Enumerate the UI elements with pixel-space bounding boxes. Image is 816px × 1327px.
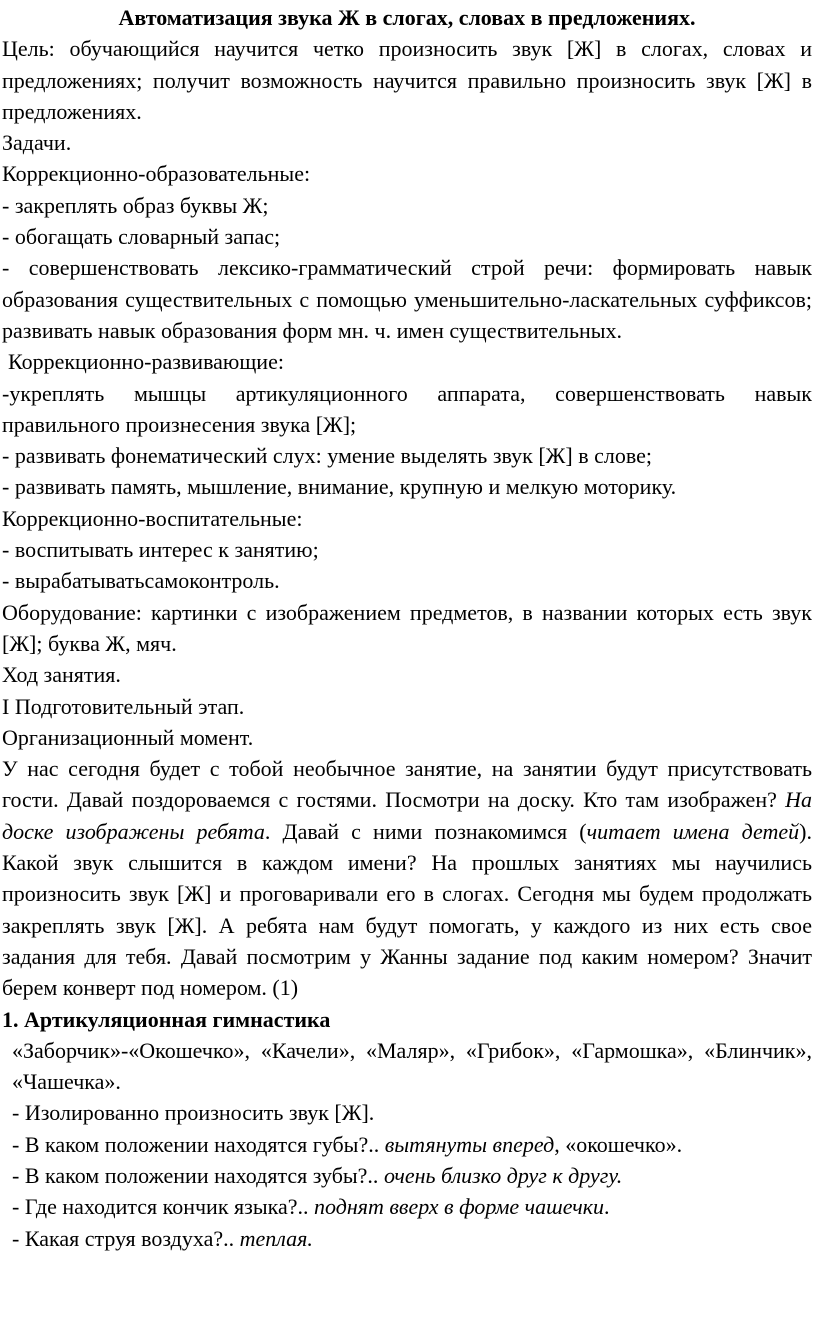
goal-paragraph: Цель: обучающийся научится четко произносить звук [Ж] в слогах, словах и предложениях; получит возможность научится правильно произносить звук [Ж] в предложениях.	[2, 36, 812, 124]
answer-text: теплая.	[239, 1225, 313, 1251]
question-text: - В каком положении находятся зубы?..	[12, 1162, 384, 1188]
question-text: - Где находится кончик языка?..	[12, 1194, 314, 1220]
document-title: Автоматизация звука Ж в слогах, словах в предложениях.	[118, 5, 696, 30]
answer-text: очень близко друг к другу.	[383, 1162, 623, 1188]
task-item: - вырабатыватьсамоконтроль.	[2, 568, 280, 594]
answer-text: вытянуты вперед	[384, 1131, 555, 1157]
exercise-list: «Заборчик»-«Окошечко», «Качели», «Маляр», «Грибок», «Гармошка», «Блинчик», «Чашечка».	[12, 1037, 812, 1095]
lesson-progress-heading: Ход занятия.	[2, 662, 121, 688]
question-item: - Изолированно произносить звук [Ж].	[12, 1100, 375, 1126]
equipment-paragraph: Оборудование: картинки с изображением предметов, в названии которых есть звук [Ж]; буква Ж, мяч.	[2, 599, 812, 656]
answer-text: поднят вверх в форме чашечки	[314, 1194, 605, 1220]
tasks-heading: Задачи.	[2, 130, 72, 156]
stage-heading: I Подготовительный этап.	[2, 693, 245, 719]
task-item: - совершенствовать лексико-грамматический строй речи: формировать навык образования существительных с помощью уменьшительно-ласкательных суффиксов; развивать навык образования форм мн. ч. имен существительных.	[2, 255, 812, 343]
question-item	[2, 1129, 812, 1160]
question-tail: .	[604, 1194, 610, 1220]
task-item: - развивать фонематический слух: умение выделять звук [Ж] в слове;	[2, 443, 652, 469]
intro-italic-2: читает имена детей	[586, 818, 800, 844]
task-item: -укреплять мышцы артикуляционного аппарата, совершенствовать навык правильного произнесения звука [Ж];	[2, 380, 812, 437]
task-item: - закреплять образ буквы Ж;	[2, 192, 269, 218]
intro-text-3: ). Какой звук слышится в каждом имени? На прошлых занятиях мы научились произносить звук [Ж] и проговаривали его в слогах. Сегодня мы будем продолжать закреплять звук [Ж]. А ребята нам будут помогать, у каждого из них есть свое задания для тебя. Давай посмотрим у Жанны задание под каким номером? Значит берем конверт под номером. (1)	[2, 818, 812, 1001]
correction-upbringing-heading: Коррекционно-воспитательные:	[2, 505, 303, 531]
org-moment-heading: Организационный момент.	[2, 724, 254, 750]
question-text: - Какая струя воздуха?..	[12, 1225, 240, 1251]
question-tail: , «окошечко».	[554, 1131, 683, 1157]
question-item	[2, 1160, 812, 1191]
correction-development-heading: Коррекционно-развивающие:	[8, 349, 284, 375]
task-item: - развивать память, мышление, внимание, крупную и мелкую моторику.	[2, 474, 677, 500]
intro-text-2: . Давай с ними познакомимся (	[264, 818, 587, 844]
task-item: - воспитывать интерес к занятию;	[2, 537, 319, 563]
question-item	[2, 1191, 812, 1222]
question-text: - В каком положении находятся губы?..	[12, 1131, 385, 1157]
section-1-heading: 1. Артикуляционная гимнастика	[2, 1006, 331, 1032]
correction-education-heading: Коррекционно-образовательные:	[2, 161, 311, 187]
question-item	[2, 1223, 812, 1254]
intro-paragraph	[2, 753, 812, 1003]
task-item: - обогащать словарный запас;	[2, 224, 281, 250]
intro-text-1: У нас сегодня будет с тобой необычное занятие, на занятии будут присутствовать гости. Давай поздороваемся с гостями. Посмотри на доску. Кто там изображен?	[2, 756, 812, 813]
intro-italic-1: На доске изображены ребята	[2, 787, 812, 844]
